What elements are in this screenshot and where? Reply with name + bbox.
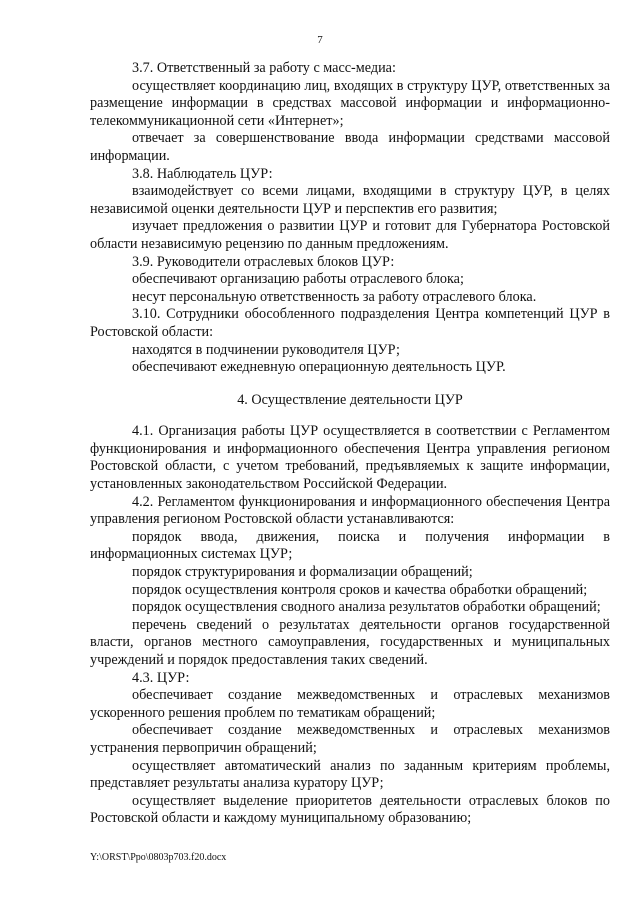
page-number: 7	[317, 34, 323, 46]
file-path-footer: Y:\ORST\Ppo\0803p703.f20.docx	[90, 852, 227, 863]
paragraph: 4.2. Регламентом функционирования и информационного обеспечения Центра управления регионом Ростовской области устанавливаются:	[90, 493, 610, 528]
paragraph: отвечает за совершенствование ввода информации средствами массовой информации.	[90, 130, 610, 164]
paragraph: 3.10. Сотрудники обособленного подразделения Центра компетенций ЦУР в Ростовской области:	[90, 306, 610, 340]
document-body	[90, 60, 610, 828]
paragraph: порядок осуществления контроля сроков и качества обработки обращений;	[132, 581, 588, 598]
paragraph: перечень сведений о результатах деятельности органов государственной власти, органов местного самоуправления, государственных и муниципальных учреждений и порядок предоставления таких сведений.	[90, 616, 610, 668]
paragraph: порядок ввода, движения, поиска и получения информации в информационных системах ЦУР;	[90, 528, 610, 563]
paragraph: 4.3. ЦУР:	[132, 669, 190, 686]
paragraph: порядок осуществления сводного анализа результатов обработки обращений;	[132, 599, 601, 616]
paragraph: находятся в подчинении руководителя ЦУР;	[132, 341, 400, 358]
paragraph: порядок структурирования и формализации обращений;	[132, 564, 473, 581]
paragraph: 3.8. Наблюдатель ЦУР:	[132, 165, 273, 182]
paragraph: обеспечивает создание межведомственных и отраслевых механизмов ускоренного решения проблем по тематикам обращений;	[90, 687, 610, 721]
paragraph: обеспечивают ежедневную операционную деятельность ЦУР.	[132, 359, 506, 376]
paragraph: осуществляет координацию лиц, входящих в структуру ЦУР, ответственных за размещение информации в средствах массовой информации и информационно-телекоммуникационной сети «Интернет»;	[90, 77, 610, 129]
paragraph: обеспечивают организацию работы отраслевого блока;	[132, 271, 464, 288]
paragraph: осуществляет выделение приоритетов деятельности отраслевых блоков по Ростовской области и каждому муниципальному образованию;	[90, 792, 610, 827]
paragraph: изучает предложения о развитии ЦУР и готовит для Губернатора Ростовской области независимую рецензию по данным предложениям.	[90, 218, 610, 252]
paragraph: осуществляет автоматический анализ по заданным критериям проблемы, представляет результаты анализа куратору ЦУР;	[90, 757, 610, 792]
paragraph: 4.1. Организация работы ЦУР осуществляется в соответствии с Регламентом функционирования и информационного обеспечения Центра управления регионом Ростовской области, с учетом требований, предъявляемых к защите информации, установленных законодательством Российской Федерации.	[90, 423, 610, 493]
paragraph: 3.7. Ответственный за работу с масс-медиа:	[132, 60, 396, 76]
paragraph: несут персональную ответственность за работу отраслевого блока.	[132, 288, 537, 305]
paragraph: взаимодействует со всеми лицами, входящими в структуру ЦУР, в целях независимой оценки деятельности ЦУР и перспектив его развития;	[90, 183, 610, 217]
paragraph: 3.9. Руководители отраслевых блоков ЦУР:	[132, 253, 395, 270]
paragraph: обеспечивает создание межведомственных и отраслевых механизмов устранения первопричин обращений;	[90, 722, 610, 756]
section-heading: 4. Осуществление деятельности ЦУР	[237, 391, 463, 408]
